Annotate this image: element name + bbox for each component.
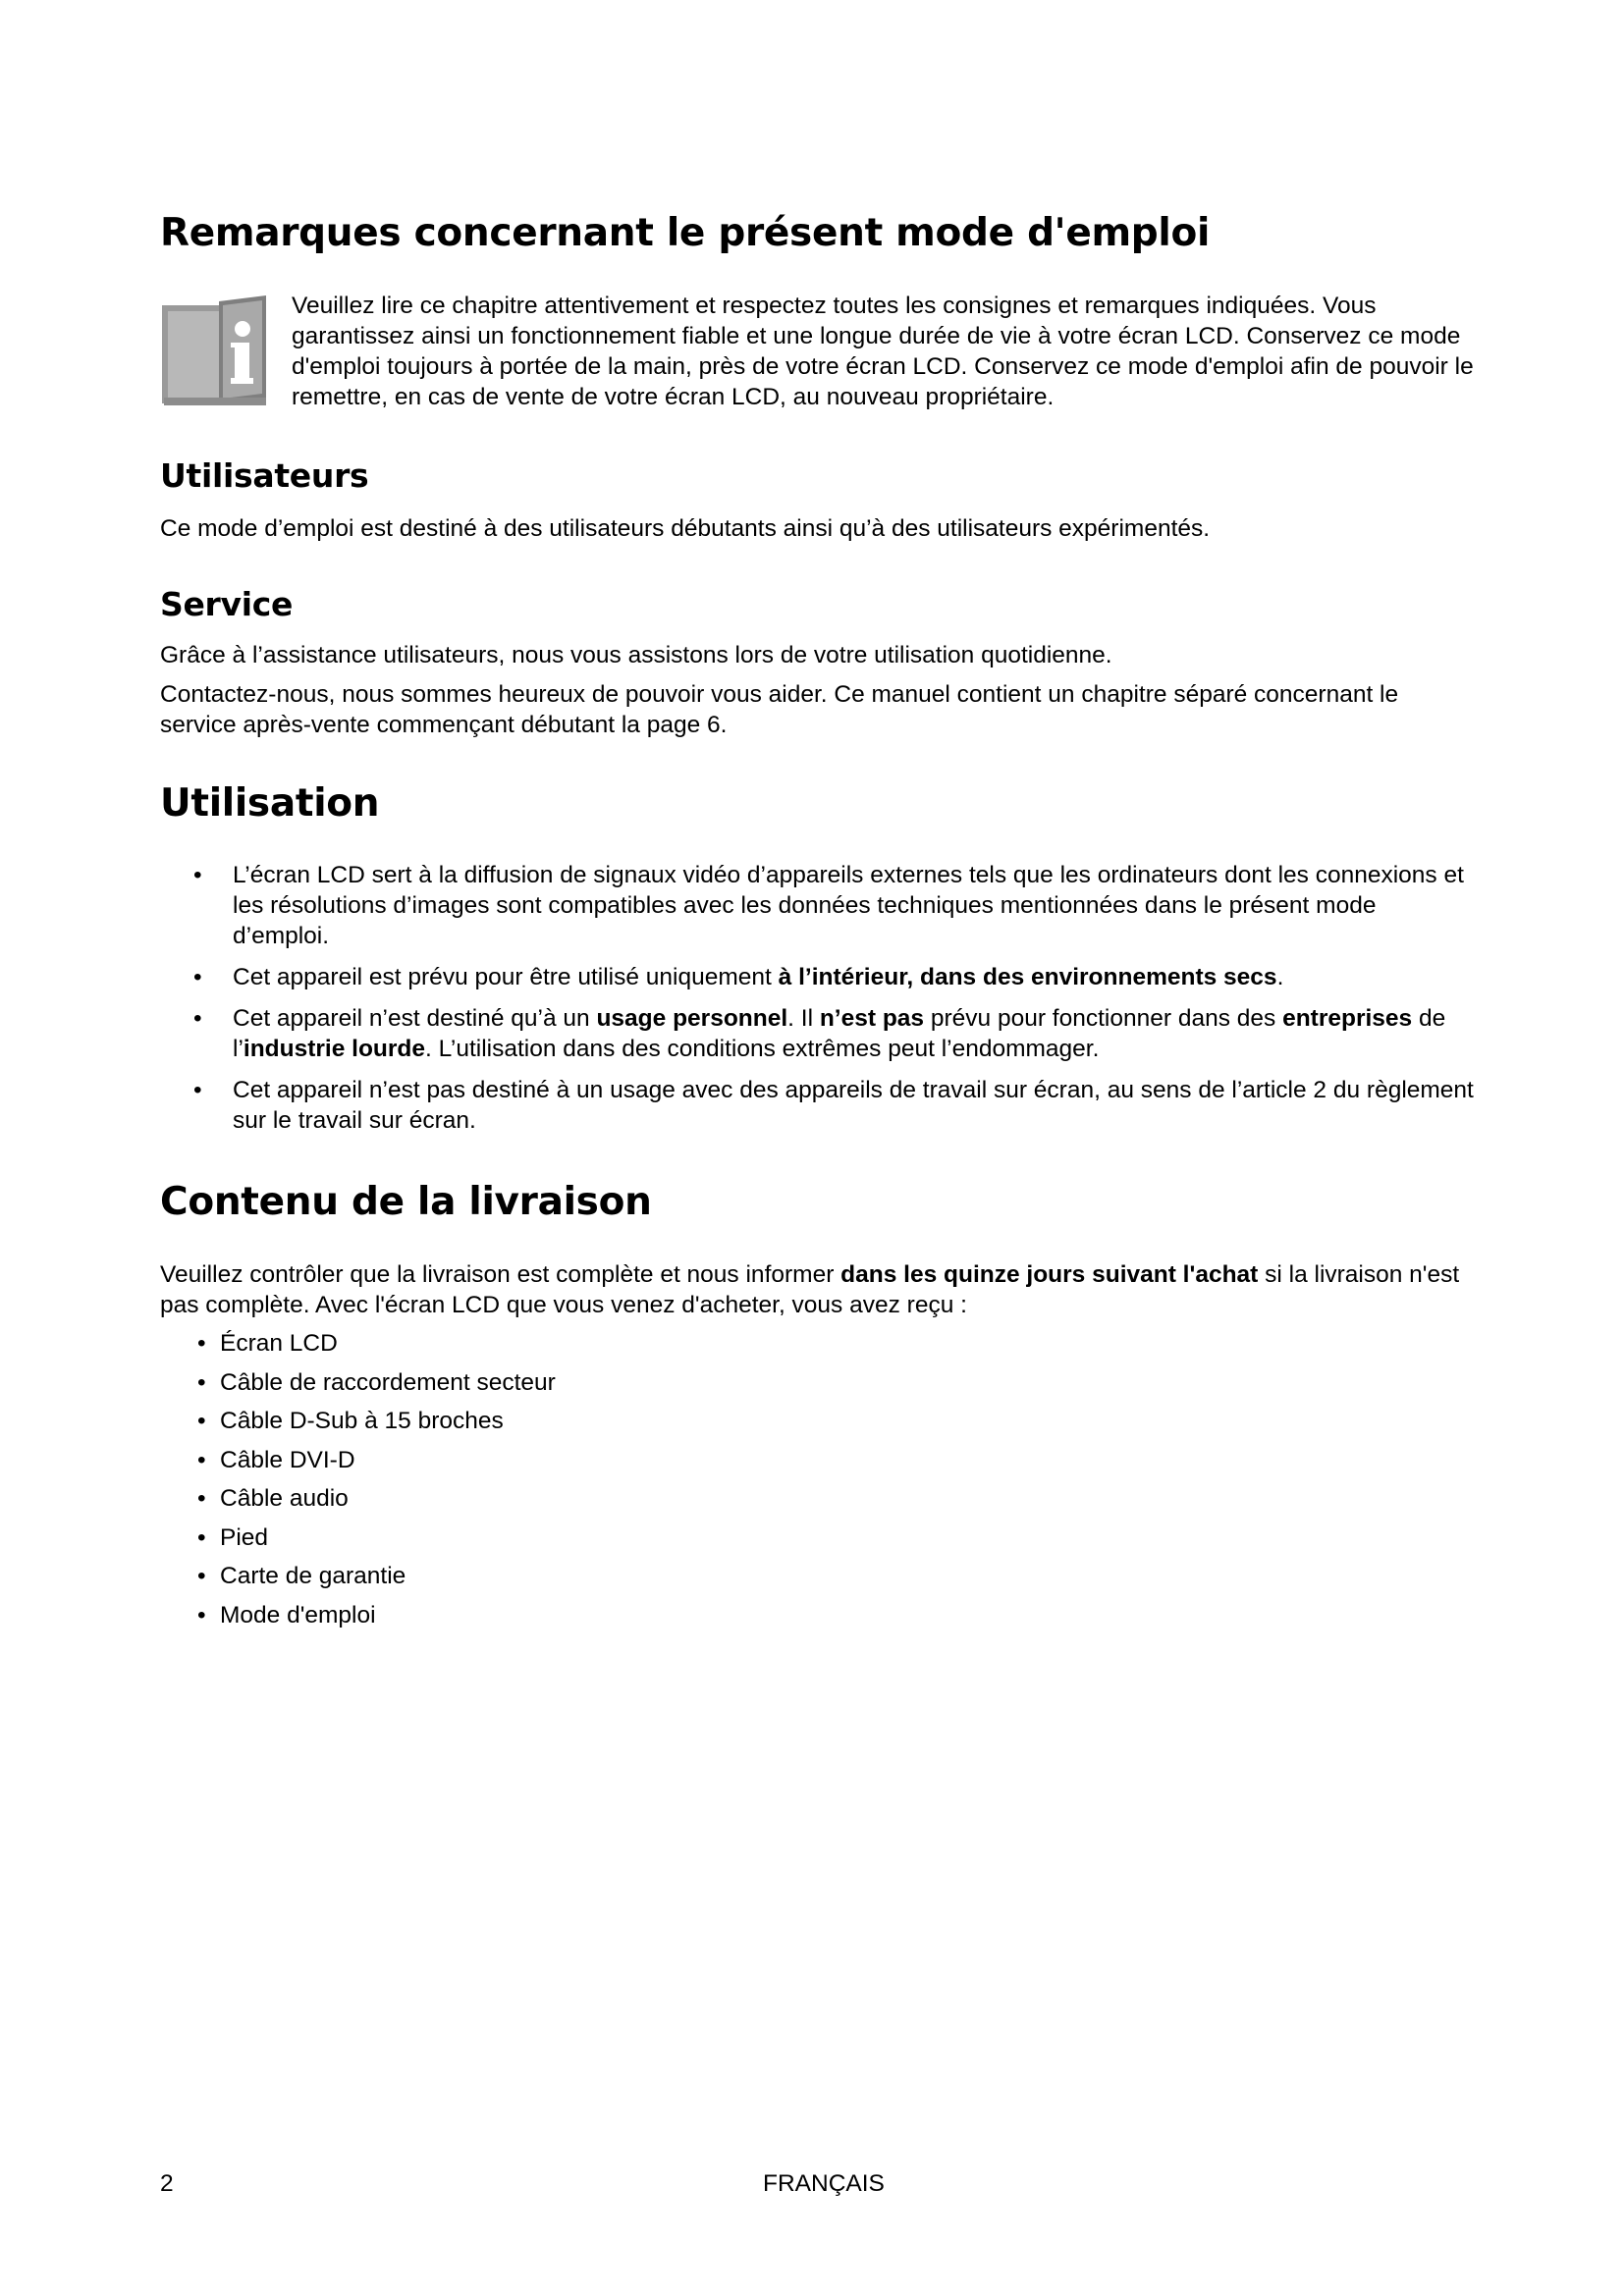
list-item bbox=[160, 1003, 1476, 1064]
footer-language: FRANÇAIS bbox=[763, 2170, 885, 2197]
section-title-service: Service bbox=[160, 585, 294, 623]
delivery-list bbox=[160, 1328, 556, 1638]
usage-list bbox=[160, 860, 1476, 1147]
intro-paragraph: Veuillez lire ce chapitre attentivement et respectez toutes les consignes et remarques indiquées. Vous garantissez ainsi un fonctionnement fiable et une longue durée de vie à votre écran LCD. Conservez ce mode d'emploi toujours à portée de la main, près de votre écran LCD. Conservez ce mode d'emploi afin de pouvoir le remettre, en cas de vente de votre écran LCD, au nouveau propriétaire. bbox=[292, 293, 1474, 410]
usage-item-emphasis: n’est pas bbox=[819, 1005, 925, 1032]
usage-item-emphasis: industrie lourde bbox=[243, 1036, 426, 1062]
list-item: • Câble DVI-D bbox=[160, 1445, 556, 1484]
section-title-utilisation: Utilisation bbox=[160, 781, 380, 826]
list-item: • Écran LCD bbox=[160, 1328, 556, 1367]
info-book-icon bbox=[160, 295, 271, 408]
section-title-utilisateurs: Utilisateurs bbox=[160, 456, 369, 495]
list-item: • Carte de garantie bbox=[160, 1561, 556, 1600]
service-paragraph-1: Grâce à l’assistance utilisateurs, nous vous assistons lors de votre utilisation quotidienne. bbox=[160, 642, 1112, 668]
usage-item-text: de l’ bbox=[233, 1005, 1446, 1062]
page-title: Remarques concernant le présent mode d'emploi bbox=[160, 211, 1211, 255]
list-item: • Câble de raccordement secteur bbox=[160, 1367, 556, 1407]
list-item bbox=[160, 962, 1476, 992]
delivery-emphasis: dans les quinze jours suivant l'achat bbox=[840, 1261, 1259, 1288]
usage-item-text: . L’utilisation dans des conditions extrêmes peut l’endommager. bbox=[425, 1036, 1100, 1062]
list-item: • Pied bbox=[160, 1522, 556, 1562]
usage-item-emphasis: à l’intérieur, dans des environnements secs bbox=[778, 964, 1277, 990]
list-item: • Câble audio bbox=[160, 1483, 556, 1522]
list-item bbox=[160, 860, 1476, 951]
list-item: • Mode d'emploi bbox=[160, 1600, 556, 1639]
service-paragraph-2: Contactez-nous, nous sommes heureux de pouvoir vous aider. Ce manuel contient un chapitre séparé concernant le service après-vente commençant débutant la page 6. bbox=[160, 681, 1399, 738]
usage-item-emphasis: usage personnel bbox=[596, 1005, 788, 1032]
delivery-paragraph bbox=[160, 1259, 1476, 1320]
usage-item-text: Cet appareil est prévu pour être utilisé uniquement bbox=[233, 964, 779, 990]
list-item bbox=[160, 1075, 1476, 1136]
delivery-text: Veuillez contrôler que la livraison est complète et nous informer bbox=[160, 1261, 841, 1288]
delivery-text: si la livraison n'est pas complète. Avec l'écran LCD que vous venez d'acheter, vous avez reçu : bbox=[160, 1261, 1460, 1318]
usage-item-text: Cet appareil n’est pas destiné à un usage avec des appareils de travail sur écran, au sens de l’article 2 du règlement sur le travail sur écran. bbox=[233, 1077, 1474, 1134]
users-paragraph: Ce mode d’emploi est destiné à des utilisateurs débutants ainsi qu’à des utilisateurs expérimentés. bbox=[160, 515, 1211, 542]
list-item: • Câble D-Sub à 15 broches bbox=[160, 1406, 556, 1445]
usage-item-emphasis: entreprises bbox=[1282, 1005, 1413, 1032]
page-number: 2 bbox=[160, 2170, 174, 2197]
section-title-contenu: Contenu de la livraison bbox=[160, 1180, 652, 1224]
usage-item-text: . Il bbox=[787, 1005, 820, 1032]
usage-item-text: prévu pour fonctionner dans des bbox=[924, 1005, 1283, 1032]
usage-item-text: L’écran LCD sert à la diffusion de signaux vidéo d’appareils externes tels que les ordinateurs dont les connexions et les résolutions d’images sont compatibles avec les données techniques mentionnées dans le présent mode d’emploi. bbox=[233, 862, 1464, 949]
usage-item-text: . bbox=[1276, 964, 1284, 990]
usage-item-text: Cet appareil n’est destiné qu’à un bbox=[233, 1005, 597, 1032]
